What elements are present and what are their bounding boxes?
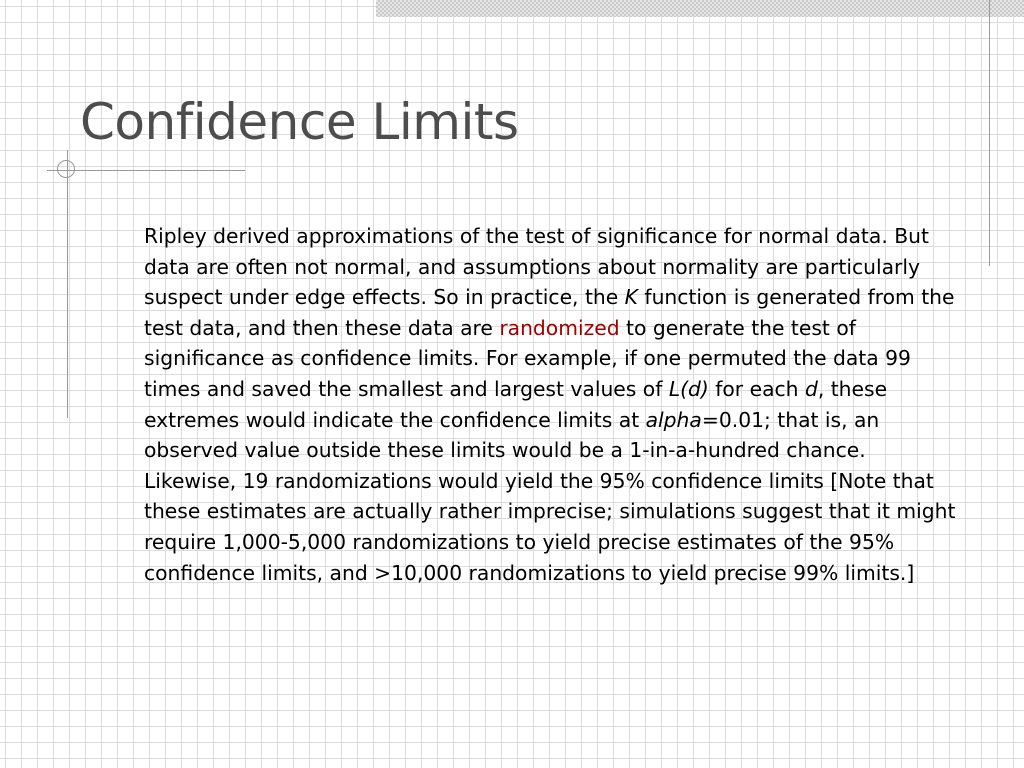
slide-body-text: [144, 221, 962, 588]
title-underline-rule: [47, 170, 245, 171]
body-text-segment: for each: [708, 376, 805, 401]
body-text-segment: Ripley derived approximations of the test of significance for normal data. But data are often not normal, and assumptions about normality are particularly suspect under edge effects. So in practice, the: [144, 224, 929, 310]
randomized-highlight: randomized: [499, 315, 620, 340]
body-text-segment: , these extremes would indicate the confidence limits at: [144, 376, 888, 432]
k-function-symbol: K: [624, 285, 638, 310]
body-text-segment: =0.01; that is, an observed value outside these limits would be a 1-in-a-hundred chance. Likewise, 19 randomizations would yield the 95% confidence limits [Note that these estimates are actually rather imprecise; simulations suggest that it might require 1,000-5,000 randomizations to yield precise estimates of the 95% confidence limits, and >10,000 randomizations to yield precise 99% limits.]: [144, 407, 956, 585]
alpha-symbol: alpha: [645, 407, 702, 432]
header-texture-strip: [376, 0, 1024, 17]
left-decor-rule: [67, 150, 68, 418]
body-text-segment: to generate the test of significance as confidence limits. For example, if one permuted the data 99 times and saved the smallest and largest values of: [144, 315, 911, 401]
crosshair-circle-icon: [57, 160, 75, 178]
slide-title: Confidence Limits: [80, 93, 519, 151]
d-symbol: d: [804, 376, 818, 401]
ld-symbol: L(d): [668, 376, 709, 401]
body-text-segment: function is generated from the test data, and then these data are: [144, 285, 955, 340]
right-decor-rule: [989, 0, 990, 266]
